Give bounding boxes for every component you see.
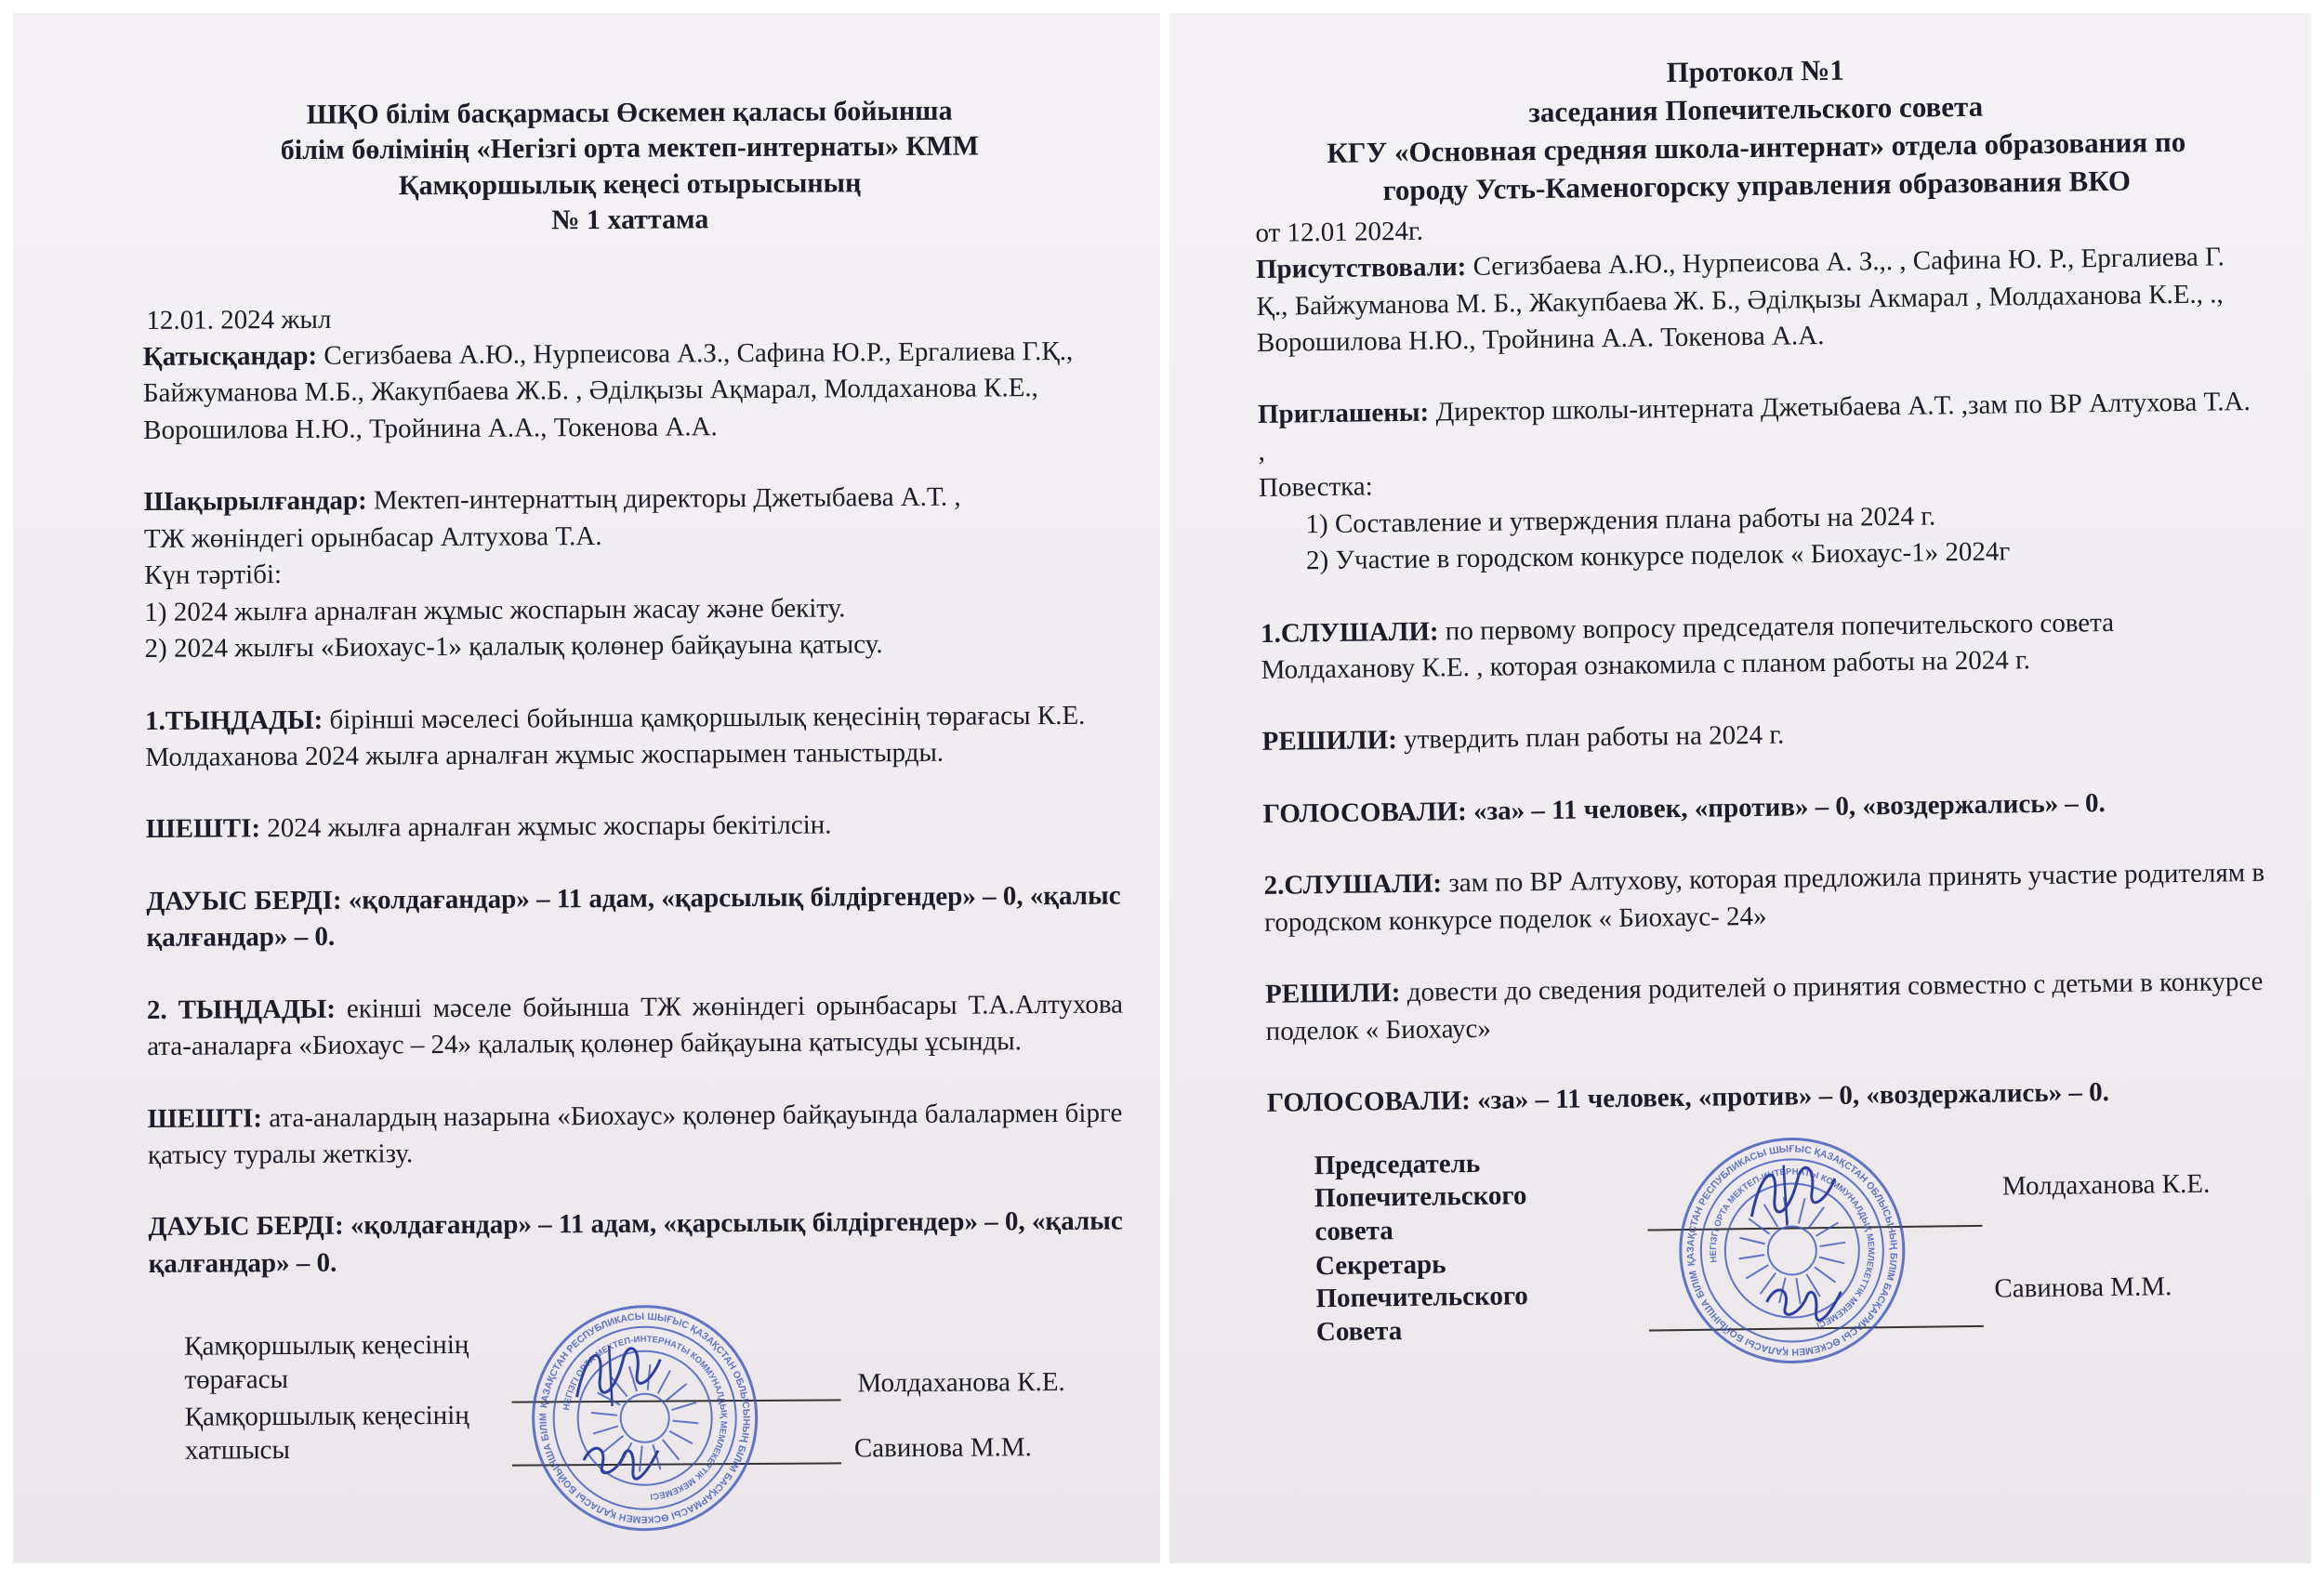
vote-1-text: ДАУЫС БЕРДІ: «қолдағандар» – 11 адам, «қарсылық білдіргендер» – 0, «қалыс қалғандар» – 0. xyxy=(146,880,1121,954)
decided-2 xyxy=(148,1095,1124,1174)
signature-block xyxy=(149,1310,1127,1563)
heard-2-label: 2. ТЫҢДАДЫ: xyxy=(146,994,337,1025)
heard-2 xyxy=(147,986,1123,1065)
svg-text:НЕГІЗГІ ОРТА МЕКТЕП-ИНТЕРНАТЫ: НЕГІЗГІ ОРТА МЕКТЕП-ИНТЕРНАТЫ КОММУНАЛДЫҚ МЕМЛЕКЕТТІК МЕКЕМЕСІ xyxy=(1708,1165,1876,1330)
kazakh-protocol-page xyxy=(13,13,1160,1563)
svg-text:НЕГІЗГІ ОРТА МЕКТЕП-ИНТЕРНАТЫ: НЕГІЗГІ ОРТА МЕКТЕП-ИНТЕРНАТЫ КОММУНАЛДЫҚ МЕМЛЕКЕТТІК МЕКЕМЕСІ xyxy=(561,1334,729,1502)
heard-2-text: зам по ВР Алтухову, которая предложила принять участие родителям в городском конкурсе поделок « Биохаус- 24» xyxy=(1263,858,2265,938)
decided-2-text: довести до сведения родителей о принятия совместно с детьми в конкурсе поделок « Биохаус» xyxy=(1265,967,2264,1047)
chair-title: Қамқоршылық кеңесінің төрағасы xyxy=(184,1330,469,1396)
vote-2-text: ДАУЫС БЕРДІ: «қолдағандар» – 11 адам, «қарсылық білдіргендер» – 0, «қалыс қалғандар» – 0. xyxy=(148,1206,1123,1279)
decided-1-label: ШЕШТІ: xyxy=(145,813,261,845)
decided-2-label: РЕШИЛИ: xyxy=(1264,978,1401,1010)
decided-2-label: ШЕШТІ: xyxy=(147,1102,263,1134)
heard-1 xyxy=(145,697,1121,776)
agenda-list xyxy=(1259,494,2264,581)
chair-name: Молдаханова К.Е. xyxy=(857,1367,1065,1399)
invited-text: Директор школы-интерната Джетыбаева А.Т. ,зам по ВР Алтухова Т.А. , xyxy=(1258,387,2251,467)
invited-label: Приглашены: xyxy=(1257,397,1430,430)
agenda-label: Күн тәртібі: xyxy=(144,560,283,591)
invited-text-line2: ТЖ жөніндегі орынбасар Алтухова Т.А. xyxy=(143,520,602,554)
secretary-title: Секретарь Попечительского Совета xyxy=(1314,1248,1529,1348)
title-line: городу Усть-Каменогорску управления образования ВКО xyxy=(1382,164,2132,206)
protocol-date: от 12.01 2024г. xyxy=(1255,216,1424,248)
present-paragraph xyxy=(1256,239,2261,362)
russian-protocol-title xyxy=(1253,46,2259,212)
vote-1-text: ГОЛОСОВАЛИ: «за» – 11 человек, «против» – 0, «воздержались» – 0. xyxy=(1262,787,2106,829)
secretary-name: Савинова М.М. xyxy=(1994,1271,2172,1304)
present-paragraph xyxy=(143,334,1120,450)
title-line: заседания Попечительского совета xyxy=(1528,89,1984,129)
heard-2 xyxy=(1263,855,2268,941)
title-line: № 1 хаттама xyxy=(551,204,709,236)
agenda-item: 1) 2024 жылға арналған жұмыс жоспарын жасау және бекіту. xyxy=(144,593,846,627)
chair-signature xyxy=(1732,1150,1863,1235)
decided-1-text: утвердить план работы на 2024 г. xyxy=(1396,720,1785,756)
signature-block xyxy=(1267,1137,2275,1429)
title-line: білім бөлімінің «Негізгі орта мектеп-интернаты» КММ xyxy=(280,130,979,166)
present-list: Сегизбаева А.Ю., Нурпеисова А. З.,. , Сафина Ю. Р., Ергалиева Г. Қ., Байжуманова М. Б., Жакупбаева Ж. Б., Әділқызы Акмарал , Молдаханова К.Е., ., Ворошилова Н.Ю., Тройнина А.А. Токенова А.А. xyxy=(1256,242,2225,358)
secretary-signature xyxy=(1752,1263,1865,1339)
invited-paragraph xyxy=(1258,384,2263,470)
agenda-list xyxy=(144,588,1120,667)
agenda-item: 1) Составление и утверждения плана работы на 2024 г. xyxy=(1305,501,1936,539)
heard-1-label: 1.ТЫҢДАДЫ: xyxy=(144,704,324,736)
secretary-title: Қамқоршылық кеңесінің хатшысы xyxy=(184,1401,469,1467)
heard-2-label: 2.СЛУШАЛИ: xyxy=(1263,868,1443,902)
protocol-date xyxy=(142,296,1118,339)
chair-name: Молдаханова К.Е. xyxy=(2001,1168,2211,1202)
present-label: Қатысқандар: xyxy=(142,340,318,372)
date-text: 12.01. 2024 жыл xyxy=(146,304,332,336)
agenda-label: Повестка: xyxy=(1258,471,1373,504)
secretary-signature xyxy=(570,1423,681,1498)
vote-2 xyxy=(1266,1073,2270,1123)
agenda-item: 2) Участие в городском конкурсе поделок « Биохаус-1» 2024г xyxy=(1305,536,2011,576)
svg-text:ҚАЗАҚСТАН РЕСПУБЛИКАСЫ ШЫҒЫС Қ: ҚАЗАҚСТАН РЕСПУБЛИКАСЫ ШЫҒЫС ҚАЗАҚСТАН ОБЛЫСЫНЫҢ БІЛІМ БАСҚАРМАСЫ ӨСКЕМЕН ҚАЛАСЫ БОЙЫНША БІЛІМ xyxy=(537,1310,752,1526)
present-label: Присутствовали: xyxy=(1255,252,1467,285)
title-line: ШҚО білім басқармасы Өскемен қаласы бойынша xyxy=(306,95,953,130)
vote-1 xyxy=(146,877,1122,956)
secretary-name: Савинова М.М. xyxy=(853,1432,1032,1464)
decided-1 xyxy=(1261,711,2265,761)
invited-text: Мектеп-интернаттың директоры Джетыбаева А.Т. , xyxy=(373,481,961,516)
title-line: Қамқоршылық кеңесі отырысының xyxy=(398,167,862,202)
heard-1-text: по первому вопросу председателя попечительского совета Молдаханову К.Е. , которая ознакомила с планом работы на 2024 г. xyxy=(1261,607,2115,685)
heard-2-text: екінші мәселе бойынша ТЖ жөніндегі орынбасары Т.А.Алтухова ата-аналарға «Биохаус – 24» қалалық қолөнер байқауына қатысуды ұсынды. xyxy=(147,989,1124,1062)
russian-protocol-page xyxy=(1169,13,2311,1563)
decided-2 xyxy=(1265,964,2270,1050)
decided-1 xyxy=(146,806,1122,849)
chair-signature xyxy=(558,1332,689,1416)
invited-paragraph xyxy=(144,479,1120,521)
invited-label: Шақырылғандар: xyxy=(143,485,367,518)
title-line: КГУ «Основная средняя школа-интернат» отдела образования по xyxy=(1327,125,2186,169)
agenda-item: 2) 2024 жылғы «Биохаус-1» қалалық қолөнер байқауына қатысу. xyxy=(144,629,883,665)
kazakh-protocol-title xyxy=(141,93,1118,242)
decided-2-text: ата-аналардың назарына «Биохаус» қолөнер байқауында балалармен бірге қатысу туралы жеткізу. xyxy=(147,1098,1123,1170)
vote-2-text: ГОЛОСОВАЛИ: «за» – 11 человек, «против» – 0, «воздержались» – 0. xyxy=(1266,1077,2110,1118)
heard-1-text: бірінші мәселесі бойынша қамқоршылық кеңесінің төрағасы К.Е. Молдаханова 2024 жылға арналған жұмыс жоспарымен таныстырды. xyxy=(145,700,1086,772)
heard-1-label: 1.СЛУШАЛИ: xyxy=(1260,616,1439,649)
title-line: Протокол №1 xyxy=(1666,53,1844,89)
decided-1-label: РЕШИЛИ: xyxy=(1261,725,1398,757)
vote-1 xyxy=(1262,783,2266,834)
svg-text:ҚАЗАҚСТАН РЕСПУБЛИКАСЫ ШЫҒЫС Қ: ҚАЗАҚСТАН РЕСПУБЛИКАСЫ ШЫҒЫС ҚАЗАҚСТАН ОБЛЫСЫНЫҢ БІЛІМ БАСҚАРМАСЫ ӨСКЕМЕН ҚАЛАСЫ БОЙЫНША БІЛІМ xyxy=(1684,1142,1899,1358)
chair-title: Председатель Попечительского совета xyxy=(1314,1148,1527,1247)
kazakh-protocol-body xyxy=(141,93,1127,1563)
vote-2 xyxy=(148,1204,1124,1283)
present-list: Сегизбаева А.Ю., Нурпеисова А.З., Сафина Ю.Р., Ергалиева Г.Қ., Байжуманова М.Б., Жакупбаева Ж.Б. , Әділқызы Ақмарал, Молдаханова К.Е., Ворошилова Н.Ю., Тройнина А.А., Токенова А.А. xyxy=(142,336,1074,445)
decided-1-text: 2024 жылға арналған жұмыс жоспары бекітілсін. xyxy=(260,810,832,844)
heard-1 xyxy=(1261,602,2265,689)
russian-protocol-body xyxy=(1253,46,2275,1429)
